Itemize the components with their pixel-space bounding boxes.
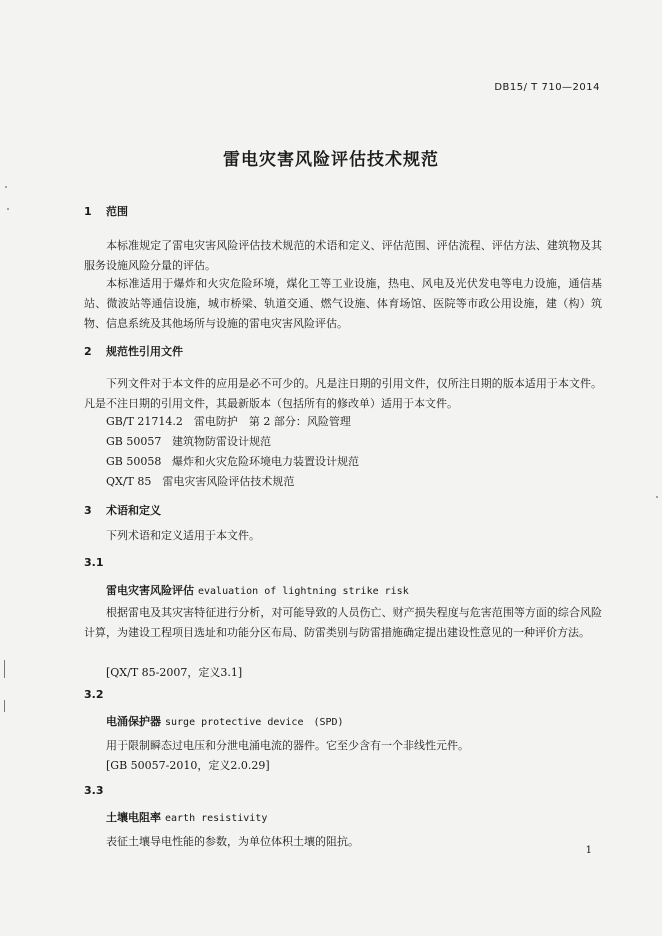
term-en: surge protective device (SPD) <box>165 717 344 728</box>
term-definition: 表征土壤导电性能的参数，为单位体积土壤的阻抗。 <box>106 835 359 848</box>
scan-speck <box>656 496 658 498</box>
terms-intro: 下列术语和定义适用于本文件。 <box>106 529 260 542</box>
reference-title: 雷电灾害风险评估技术规范 <box>162 475 295 488</box>
section-title: 术语和定义 <box>106 504 161 517</box>
term-heading <box>106 809 267 825</box>
term-heading <box>106 582 409 598</box>
reference-item <box>106 412 351 432</box>
scope-paragraph-1: 本标准规定了雷电灾害风险评估技术规范的术语和定义、评估范围、评估流程、评估方法、建筑物及其服务设施风险分量的评估。 <box>84 239 602 272</box>
section-number: 1 <box>84 205 92 218</box>
references-intro: 下列文件对于本文件的应用是必不可少的。凡是注日期的引用文件，仅所注日期的版本适用于本文件。凡是不注日期的引用文件，其最新版本（包括所有的修改单）适用于本文件。 <box>84 377 602 410</box>
term-number: 3.2 <box>84 688 104 701</box>
scan-mark <box>4 660 5 678</box>
reference-code: GB 50057 <box>106 435 162 448</box>
term-zh: 雷电灾害风险评估 <box>106 584 194 597</box>
term-definition: 用于限制瞬态过电压和分泄电涌电流的器件。它至少含有一个非线性元件。 <box>106 739 469 752</box>
standard-code: DB15/ T 710—2014 <box>494 82 600 93</box>
section-1-heading <box>84 203 128 219</box>
reference-item <box>106 452 359 472</box>
term-en: earth resistivity <box>165 813 268 824</box>
term-number: 3.1 <box>84 556 104 569</box>
reference-item <box>106 432 271 452</box>
section-number: 2 <box>84 345 92 358</box>
term-zh: 电涌保护器 <box>106 715 161 728</box>
term-number: 3.3 <box>84 784 104 797</box>
term-definition: 根据雷电及其灾害特征进行分析，对可能导致的人员伤亡、财产损失程度与危害范围等方面的综合风险计算，为建设工程项目选址和功能分区布局、防雷类别与防雷措施确定提出建设性意见的一种评价方法。 <box>84 606 602 639</box>
section-number: 3 <box>84 504 92 517</box>
reference-item <box>106 472 294 492</box>
reference-title: 爆炸和火灾危险环境电力装置设计规范 <box>172 455 359 468</box>
section-3-heading <box>84 502 161 518</box>
section-title: 范围 <box>106 205 128 218</box>
scan-speck <box>5 186 7 188</box>
term-source: [GB 50057-2010，定义2.0.29] <box>106 759 270 772</box>
term-en: evaluation of lightning strike risk <box>198 586 409 597</box>
term-heading <box>106 713 344 729</box>
reference-code: GB/T 21714.2 <box>106 415 183 428</box>
term-zh: 土壤电阻率 <box>106 811 161 824</box>
scan-speck <box>7 208 9 210</box>
reference-title: 建筑物防雷设计规范 <box>172 435 271 448</box>
section-title: 规范性引用文件 <box>106 345 183 358</box>
section-2-heading <box>84 343 183 359</box>
reference-code: QX/T 85 <box>106 475 152 488</box>
document-title: 雷电灾害风险评估技术规范 <box>223 150 439 170</box>
scan-mark <box>4 700 5 712</box>
reference-code: GB 50058 <box>106 455 162 468</box>
scope-paragraph-2: 本标准适用于爆炸和火灾危险环境，煤化工等工业设施，热电、风电及光伏发电等电力设施，通信基站、微波站等通信设施，城市桥梁、轨道交通、燃气设施、体育场馆、医院等市政公用设施，建（构）筑物、信息系统及其他场所与设施的雷电灾害风险评估。 <box>84 277 602 330</box>
reference-title: 雷电防护 第 2 部分：风险管理 <box>193 415 351 428</box>
page-number: 1 <box>585 845 592 856</box>
term-source: [QX/T 85-2007，定义3.1] <box>106 666 243 679</box>
